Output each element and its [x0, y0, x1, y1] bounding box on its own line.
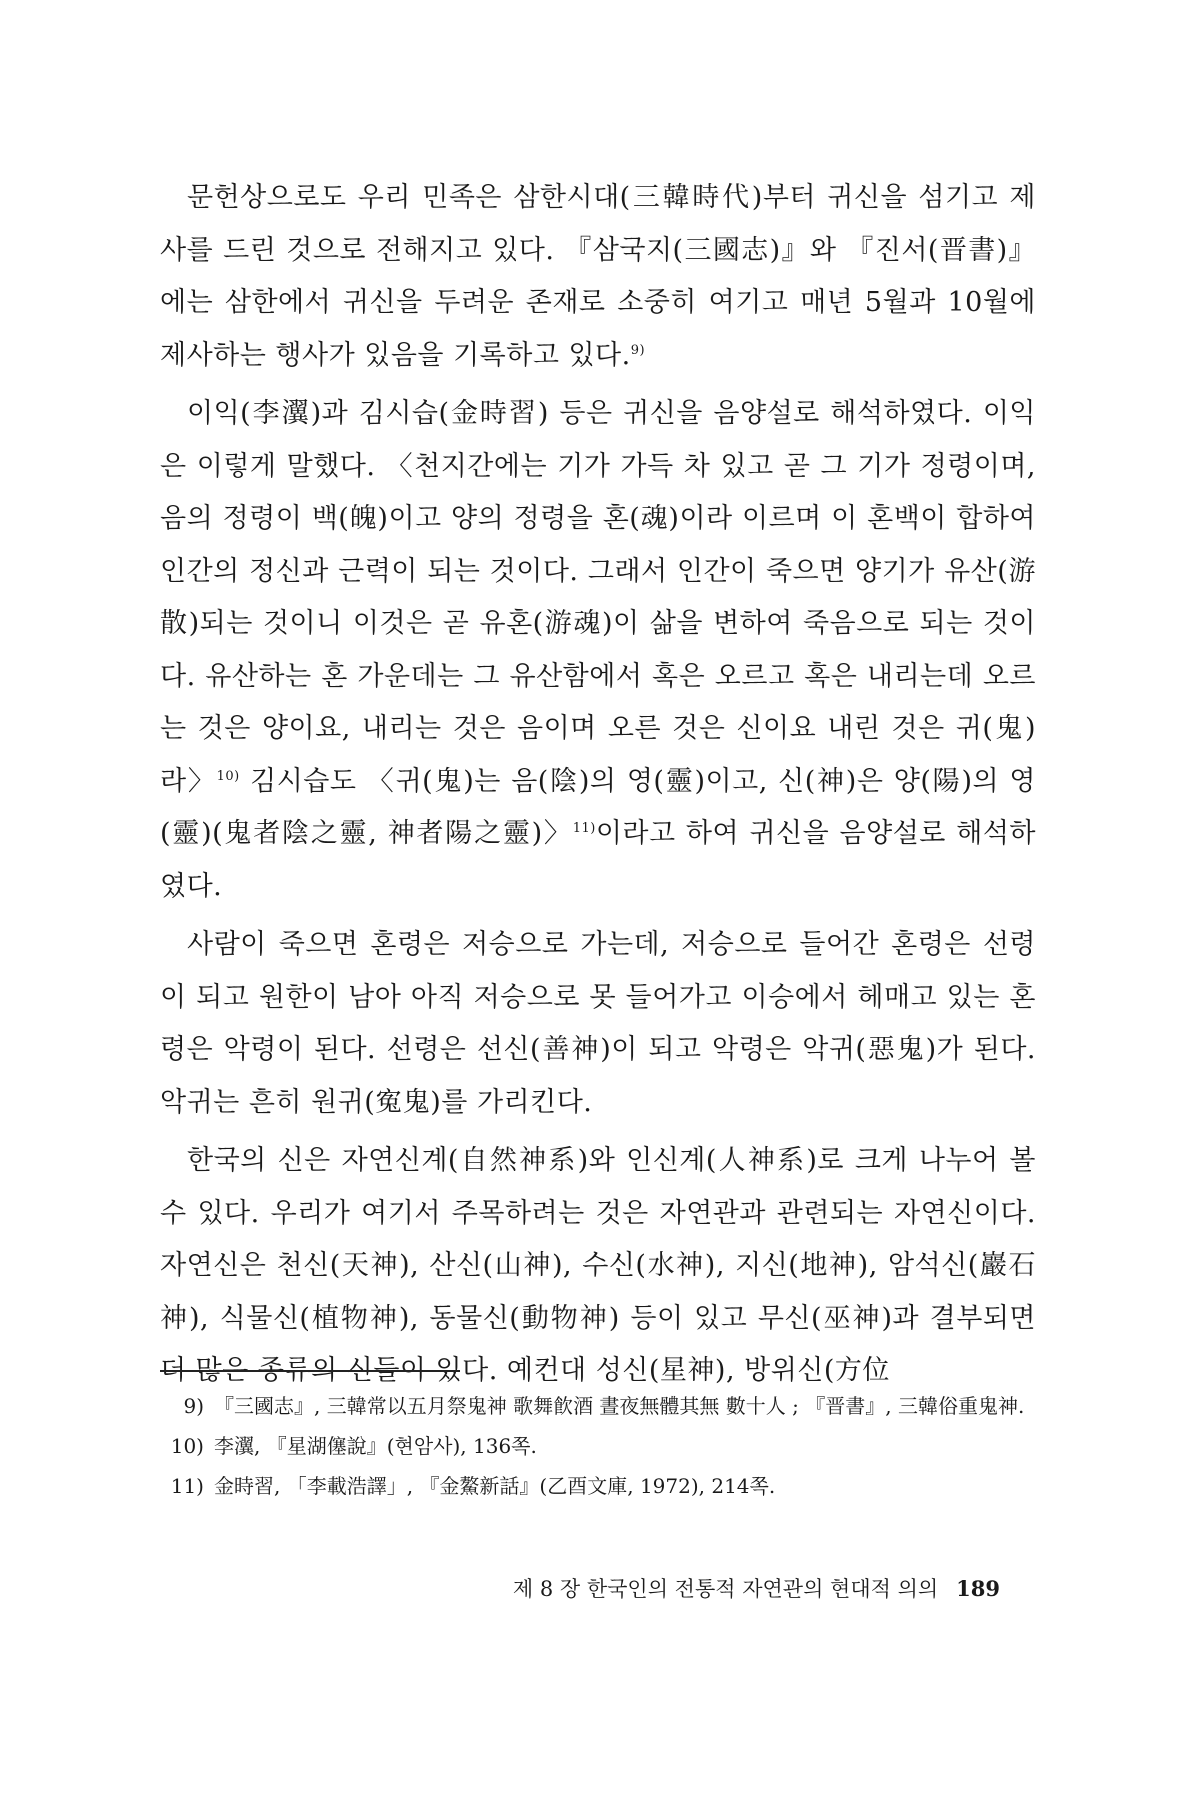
footnote-text: 『三國志』, 三韓常以五月祭鬼神 歌舞飮酒 晝夜無體其無 數十人 ; 『晋書』, 三韓俗重鬼神. [214, 1394, 1025, 1418]
paragraph-3 [160, 919, 1036, 1129]
paragraph-text: 이익(李瀷)과 김시습(金時習) 등은 귀신을 음양설로 해석하였다. 이익은 이렇게 말했다. 〈천지간에는 기가 가득 차 있고 곧 그 기가 정령이며, 음의 정령이 백(魄)이고 양의 정령을 혼(魂)이라 이르며 이 혼백이 합하여 인간의 정신과 근력이 되는 것이다. 그래서 인간이 죽으면 양기가 유산(游散)되는 것이니 이것은 곧 유혼(游魂)이 삶을 변하여 죽음으로 되는 것이다. 유산하는 혼 가운데는 그 유산함에서 혹은 오르고 혹은 내리는데 오르는 것은 양이요, 내리는 것은 음이며 오른 것은 신이요 내린 것은 귀(鬼)라〉 [160, 398, 1036, 797]
footnote-number: 10) [170, 1434, 204, 1458]
footnote-11 [160, 1466, 1036, 1506]
paragraph-2 [160, 388, 1036, 913]
paragraph-1 [160, 172, 1036, 382]
running-footer [160, 1574, 1000, 1604]
footnote-number: 11) [170, 1474, 204, 1498]
footnote-ref-9[interactable]: 9) [630, 342, 646, 358]
footnote-ref-10[interactable]: 10) [216, 768, 240, 784]
paragraph-text: 문헌상으로도 우리 민족은 삼한시대(三韓時代)부터 귀신을 섬기고 제사를 드린 것으로 전해지고 있다. 『삼국지(三國志)』와 『진서(晋書)』에는 삼한에서 귀신을 두려운 존재로 소중히 여기고 매년 5월과 10월에 제사하는 행사가 있음을 기록하고 있다. [160, 182, 1036, 371]
footnote-divider [160, 1370, 460, 1372]
footnotes [160, 1386, 1036, 1506]
main-text [160, 172, 1036, 1404]
paragraph-text: 한국의 신은 자연신계(自然神系)와 인신계(人神系)로 크게 나누어 볼 수 있다. 우리가 여기서 주목하려는 것은 자연관과 관련되는 자연신이다. 자연신은 천신(天神), 산신(山神), 수신(水神), 지신(地神), 암석신(巖石神), 식물신(植物神), 동물신(動物神) 등이 있고 무신(巫神)과 결부되면 더 많은 종류의 신들이 있다. 예컨대 성신(星神), 방위신(方位 [160, 1145, 1036, 1386]
footnote-number: 9) [183, 1394, 204, 1418]
footnote-10 [160, 1426, 1036, 1466]
footnote-text: 李瀷, 『星湖僿說』(현암사), 136쪽. [214, 1434, 537, 1458]
chapter-title: 제 8 장 한국인의 전통적 자연관의 현대적 의의 [512, 1577, 939, 1601]
footnote-ref-11[interactable]: 11) [572, 821, 596, 836]
footnote-text: 金時習, 「李載浩譯」, 『金鰲新話』(乙酉文庫, 1972), 214쪽. [214, 1474, 776, 1498]
page-number: 189 [956, 1576, 1000, 1601]
footnote-9 [160, 1386, 1036, 1426]
paragraph-4 [160, 1135, 1036, 1398]
paragraph-text: 사람이 죽으면 혼령은 저승으로 가는데, 저승으로 들어간 혼령은 선령이 되고 원한이 남아 아직 저승으로 못 들어가고 이승에서 헤매고 있는 혼령은 악령이 된다. 선령은 선신(善神)이 되고 악령은 악귀(惡鬼)가 된다. 악귀는 흔히 원귀(寃鬼)를 가리킨다. [160, 929, 1036, 1118]
paragraph-text-continued: 김시습도 〈귀(鬼)는 음(陰)의 영(靈)이고, 신(神)은 양(陽)의 영(靈)(鬼者陰之靈, 神者陽之靈)〉 [160, 765, 1036, 849]
paragraph-text-end: 이라고 하여 귀신을 음양설로 해석하였다. [160, 818, 1036, 902]
